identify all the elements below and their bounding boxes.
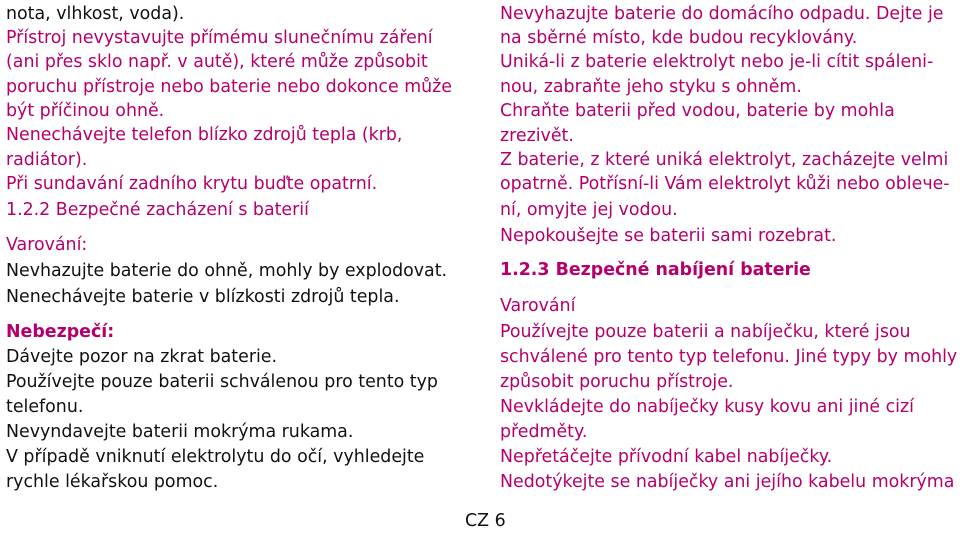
- text-line: 1.2.3 Bezpečné nabíjení baterie: [500, 260, 811, 280]
- text-line: 1.2.2 Bezpečné zacházení s baterií: [6, 200, 309, 220]
- text-line: na sběrné místo, kde budou recyklovány.: [500, 28, 858, 48]
- text-line: Nepřetáčejte přívodní kabel nabíječky.: [500, 447, 833, 467]
- text-line: být příčinou ohně.: [6, 101, 165, 121]
- text-line: schválené pro tento typ telefonu. Jiné typy by mohly: [500, 347, 958, 367]
- text-line: Používejte pouze baterii a nabíječku, které jsou: [500, 322, 911, 342]
- text-line: Nevhazujte baterie do ohně, mohly by explodovat.: [6, 261, 448, 281]
- text-line: opatrně. Potřísní-li Vám elektrolyt kůži nebo oblече-: [500, 174, 950, 194]
- text-line: (ani přes sklo např. v autě), které může způsobit: [6, 52, 428, 72]
- text-line: V případě vniknutí elektrolytu do očí, vyhledejte: [6, 447, 425, 467]
- text-line: Uniká-li z baterie elektrolyt nebo je-li cítit spáleni-: [500, 52, 934, 72]
- text-line: Nepokoušejte se baterii sami rozebrat.: [500, 226, 837, 246]
- text-line: telefonu.: [6, 397, 84, 417]
- text-line: radiátor).: [6, 150, 88, 170]
- text-line: Nevyndavejte baterii mokrýma rukama.: [6, 422, 354, 442]
- text-line: nou, zabraňte jeho styku s ohněm.: [500, 77, 802, 97]
- text-line: Nevyhazujte baterie do domácího odpadu. Dejte je: [500, 4, 944, 24]
- text-line: Varování: [500, 296, 576, 316]
- text-line: Nebezpečí:: [6, 322, 115, 342]
- text-line: ní, omyjte jej vodou.: [500, 200, 678, 220]
- text-line: nota, vlhkost, voda).: [6, 4, 185, 24]
- text-line: způsobit poruchu přístroje.: [500, 372, 734, 392]
- text-line: Nevkládejte do nabíječky kusy kovu ani jiné cizí: [500, 397, 914, 417]
- text-line: Používejte pouze baterii schválenou pro tento typ: [6, 372, 438, 392]
- text-line: Nedotýkejte se nabíječky ani jejího kabelu mokrýma: [500, 472, 955, 492]
- text-line: Z baterie, z které uniká elektrolyt, zacházejte velmi: [500, 150, 949, 170]
- text-line: Varování:: [6, 235, 88, 255]
- text-line: Chraňte baterii před vodou, baterie by mohla: [500, 101, 895, 121]
- text-line: poruchu přístroje nebo baterie nebo dokonce může: [6, 77, 452, 97]
- text-line: rychle lékařskou pomoc.: [6, 472, 219, 492]
- text-line: zrezivět.: [500, 126, 574, 146]
- text-line: Nenechávejte telefon blízko zdrojů tepla (krb,: [6, 125, 403, 145]
- text-line: předměty.: [500, 422, 588, 442]
- text-line: Dávejte pozor na zkrat baterie.: [6, 347, 278, 367]
- text-line: Nenechávejte baterie v blízkosti zdrojů tepla.: [6, 287, 400, 307]
- page-number: CZ 6: [465, 511, 506, 531]
- text-line: Přístroj nevystavujte přímému slunečnímu záření: [6, 28, 433, 48]
- text-line: Při sundavání zadního krytu buďte opatrní.: [6, 174, 378, 194]
